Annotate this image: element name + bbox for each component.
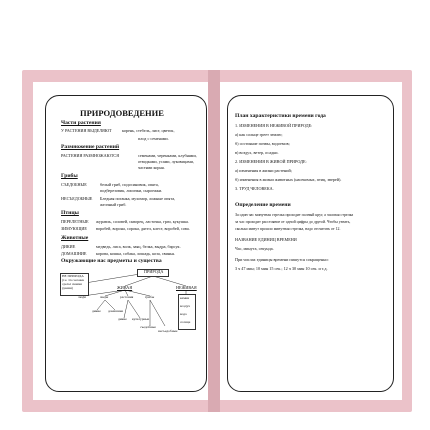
diagram-note-2: (т.е. что человек [62,278,85,282]
text-edible-2: подберезовик, лисички, сыроежки. [100,188,163,193]
diagram-root-label: ПРИРОДА [144,269,164,274]
text-migratory: журавль, соловей, скворец, ласточка, грач, кукушка. [96,219,189,224]
label-edible: СЪЕДОБНЫЕ [61,182,87,187]
plan-line-3: б) состояние почвы, водоемов; [235,141,290,146]
heading-birds: Птицы [61,210,79,216]
diagram-mushrooms: грибы [145,295,155,299]
text-inedible-1: Бледная поганка, мухомор, ложные опята, [100,196,176,201]
diagram-air: воздух [180,304,190,308]
diagram-note-3: сделал своими [62,282,82,286]
plan-line-7: б) изменения в жизни животных (насекомых, птиц, зверей). [235,177,342,182]
diagram-inedible: несъедобные [158,329,178,333]
label-reproduction: РАСТЕНИЯ РАЗМНОЖАЮТСЯ [61,153,120,158]
plan-line-1: 1. ИЗМЕНЕНИЯ В НЕЖИВОЙ ПРИРОДЕ: [235,123,313,128]
diagram-edible: съедобные [140,325,156,329]
diagram-alive: ЖИВАЯ [117,285,133,290]
heading-mushrooms: Грибы [61,173,78,179]
diagram-note-4: руками) [62,286,73,290]
diagram-domestic: домашние [108,309,124,313]
time-para-1: За один час минутная стрелка проходит полный круг, а часовая стрелка [235,213,354,217]
plan-line-8: 3. ТРУД ЧЕЛОВЕКА. [235,186,274,191]
text-reproduction-3: частями корня. [138,165,165,170]
diagram-beasts: звери [100,295,109,299]
text-wintering: воробей, ворона, сорока, дятел, клест, воробей, сова. [96,226,190,231]
heading-animals: Животные [61,235,89,241]
diagram-sun: солнце [180,320,191,324]
diagram-people: люди [78,295,86,299]
diagram-wild-2: дикие [118,317,127,321]
diagram-stones: камни [180,296,190,300]
plan-line-2: а) как солнце греет землю; [235,132,283,137]
text-reproduction-2: отводками, усами, луковицами, [138,159,194,164]
heading-surroundings: Окружающие нас предметы и существа [61,258,162,264]
heading-season-plan: План характеристики времени года [235,113,326,119]
diagram-wild-1: дикие [92,309,101,313]
diagram-nonalive: НЕЖИВАЯ [176,285,197,290]
heading-plant-parts: Части растения [61,120,101,126]
text-domestic: корова, кошка, собака, лошадь, коза, свинья. [96,251,176,256]
time-para-2: за час проходит расстояние от одной цифры до другой. Чтобы узнать, [235,220,351,224]
label-wintering: ЗИМУЮЩИЕ [61,226,87,231]
text-wild: медведь, лиса, волк, заяц, белка, выдра, барсук. [96,244,181,249]
plan-line-5: 2. ИЗМЕНЕНИЯ В ЖИВОЙ ПРИРОДЕ: [235,159,307,164]
text-plant-parts-2: плод с семенами. [138,136,169,141]
label-wild: ДИКИЕ [61,244,76,249]
label-migratory: ПЕРЕЛЕТНЫЕ [61,219,89,224]
diagram-cultivated: культурные [132,317,150,321]
plan-line-4: в) воздух, ветер, осадки. [235,150,279,155]
heading-time: Определение времени [235,202,291,208]
text-edible-1: белый гриб, подосиновик, опята, [100,182,159,187]
plan-line-6: а) изменения в жизни растений; [235,168,292,173]
text-inedible-2: желчный гриб. [100,202,127,207]
heading-reproduction: Размножение растений [61,144,120,150]
time-abbrev-text: При числах единицы времени пишутся сокращенно: [235,257,329,262]
diagram-plants: растения [120,295,134,299]
diagram-water: вода [180,312,187,316]
time-abbrev-example: 3 ч 47 мин; 10 мин 15 сек.; 12 ч 30 мин 10 сек. и т.д. [235,266,328,271]
time-para-3: сколько минут прошло минутная стрелка, надо отсчитать от 12. [235,227,341,231]
right-card [227,95,394,392]
text-plant-parts-1: корень, стебель, лист, цветок, [122,128,175,133]
label-inedible: НЕСЪЕДОБНЫЕ [61,196,93,201]
time-units-label: НАЗВАНИЕ ЕДИНИЦ ВРЕМЕНИ [235,237,297,242]
label-plant-parts: У РАСТЕНИЯ ВЫДЕЛЯЮТ [61,128,112,133]
text-reproduction-1: семенами, черенками, клубнями, [138,153,197,158]
label-domestic: ДОМАШНИЕ [61,251,87,256]
diagram-note-1: НЕ ПРИРОДА [62,274,84,278]
time-units-text: Час, минута, секунда. [235,246,274,251]
left-title: ПРИРОДОВЕДЕНИЕ [80,108,164,118]
